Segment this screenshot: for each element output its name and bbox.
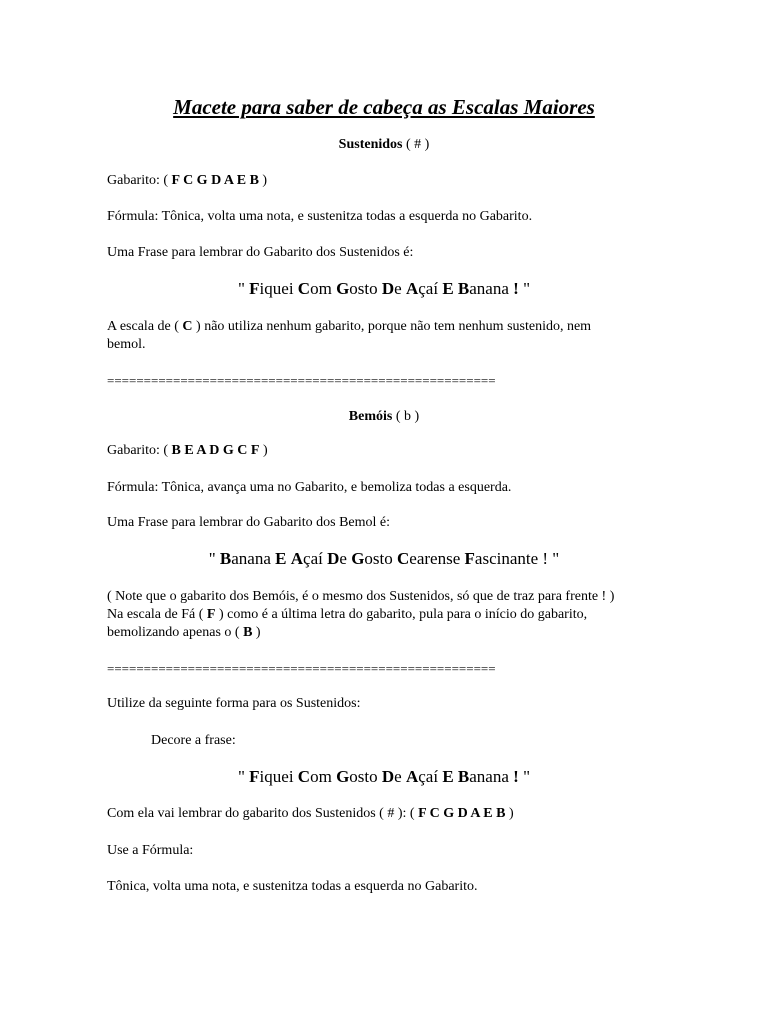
note-text-a: Na escala de Fá (: [107, 607, 207, 622]
frase-initial-letter: G: [336, 279, 350, 298]
c-note-text-a: A escala de (: [107, 319, 183, 334]
frase-text: e: [339, 549, 352, 568]
frase-text: earense: [409, 549, 465, 568]
bemois-note-line-2: [107, 606, 587, 624]
gabarito-close: ): [259, 443, 268, 458]
bemois-frase: [0, 548, 768, 570]
frase-initial-letter: F: [464, 549, 475, 568]
frase-text: anana: [469, 279, 514, 298]
usage-lembrar: [107, 805, 514, 823]
c-note-text-c: ) não utiliza nenhum gabarito, porque não tem nenhum sustenido, nem: [192, 319, 592, 334]
frase-initial-letter: D: [381, 767, 395, 786]
sustenidos-heading-label: Sustenidos: [338, 137, 403, 152]
sustenidos-heading: [0, 136, 768, 154]
frase-initial-letter: A: [290, 549, 304, 568]
sustenidos-frase: [0, 278, 768, 300]
lembrar-text-a: Com ela vai lembrar do gabarito dos Sustenidos ( # ): (: [107, 806, 419, 821]
frase-initial-letter: F: [249, 279, 260, 298]
frase-initial-letter: C: [297, 767, 311, 786]
frase-text: ": [518, 279, 531, 298]
frase-text: om: [310, 279, 337, 298]
frase-initial-letter: D: [381, 279, 395, 298]
frase-text: osto: [349, 279, 382, 298]
usage-use-formula: Use a Fórmula:: [107, 843, 194, 858]
frase-text: osto: [364, 549, 398, 568]
note-text-c: ): [252, 625, 261, 640]
note-letter-f: F: [206, 607, 216, 622]
frase-initial-letter: A: [405, 279, 419, 298]
note-text-c: ) como é a última letra do gabarito, pula para o início do gabarito,: [215, 607, 588, 622]
gabarito-letters: B E A D G C F: [171, 443, 260, 458]
frase-text: ": [518, 767, 531, 786]
frase-text: ": [237, 279, 250, 298]
frase-initial-letter: !: [513, 279, 519, 298]
frase-text: anana: [469, 767, 514, 786]
bemois-note-line-3: [107, 624, 261, 642]
bemois-note-line-1: ( Note que o gabarito dos Bemóis, é o mesmo dos Sustenidos, só que de traz para frente ! ): [107, 589, 615, 604]
lembrar-letters: F C G D A E B: [418, 806, 506, 821]
sustenidos-formula: Fórmula: Tônica, volta uma nota, e sustenitza todas a esquerda no Gabarito.: [107, 209, 533, 224]
note-text-a: bemolizando apenas o (: [107, 625, 244, 640]
frase-text: çaí: [418, 767, 443, 786]
sustenidos-heading-symbol: ( # ): [402, 137, 430, 152]
bemois-formula: Fórmula: Tônica, avança uma no Gabarito, e bemoliza todas a esquerda.: [107, 480, 512, 495]
frase-initial-letter: A: [405, 767, 419, 786]
frase-initial-letter: C: [297, 279, 311, 298]
frase-initial-letter: G: [336, 767, 350, 786]
separator-2: =====================================================: [107, 661, 496, 676]
frase-initial-letter: !: [513, 767, 519, 786]
escala-c-note-line-2: bemol.: [107, 337, 146, 352]
escala-c-note-line-1: [107, 318, 591, 336]
usage-intro: Utilize da seguinte forma para os Sustenidos:: [107, 696, 361, 711]
frase-text: om: [310, 767, 337, 786]
note-letter-b: B: [243, 625, 253, 640]
frase-text: ": [237, 767, 250, 786]
gabarito-close: ): [258, 173, 268, 188]
frase-initial-letter: E: [442, 279, 454, 298]
frase-initial-letter: E: [275, 549, 287, 568]
frase-text: çaí: [303, 549, 328, 568]
frase-text: e: [394, 279, 406, 298]
sustenidos-frase-intro: Uma Frase para lembrar do Gabarito dos Sustenidos é:: [107, 245, 414, 260]
bemois-heading-symbol: ( b ): [392, 409, 420, 424]
frase-text: e: [394, 767, 406, 786]
frase-initial-letter: B: [219, 549, 232, 568]
c-note-letter: C: [182, 319, 193, 334]
frase-initial-letter: B: [457, 767, 470, 786]
frase-initial-letter: F: [249, 767, 260, 786]
frase-text: ": [208, 549, 220, 568]
frase-initial-letter: E: [442, 767, 454, 786]
document-title: Macete para saber de cabeça as Escalas Maiores: [173, 95, 595, 119]
frase-text: ascinante ! ": [474, 549, 560, 568]
gabarito-letters: F C G D A E B: [171, 173, 259, 188]
frase-text: çaí: [418, 279, 443, 298]
frase-initial-letter: B: [457, 279, 470, 298]
frase-text: anana: [231, 549, 276, 568]
bemois-heading-label: Bemóis: [348, 409, 393, 424]
sustenidos-gabarito: [107, 172, 267, 190]
frase-text: osto: [349, 767, 382, 786]
bemois-frase-intro: Uma Frase para lembrar do Gabarito dos Bemol é:: [107, 515, 391, 530]
usage-frase: [0, 766, 768, 788]
bemois-gabarito: [107, 442, 268, 460]
frase-initial-letter: D: [327, 549, 340, 568]
usage-decore: Decore a frase:: [151, 733, 236, 748]
frase-text: iquei: [259, 767, 298, 786]
lembrar-text-c: ): [505, 806, 514, 821]
frase-text: iquei: [259, 279, 298, 298]
usage-formula-final: Tônica, volta uma nota, e sustenitza todas a esquerda no Gabarito.: [107, 879, 478, 894]
bemois-heading: [0, 408, 768, 426]
gabarito-label: Gabarito: (: [107, 443, 172, 458]
frase-initial-letter: G: [351, 549, 365, 568]
separator-1: =====================================================: [107, 373, 496, 388]
frase-initial-letter: C: [397, 549, 410, 568]
gabarito-label: Gabarito: (: [107, 173, 172, 188]
